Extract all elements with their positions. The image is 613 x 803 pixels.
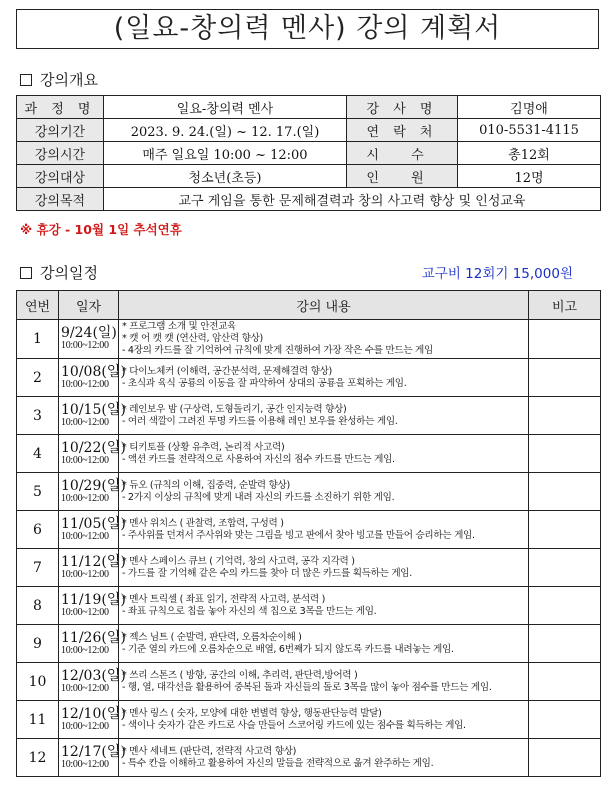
schedule-row bbox=[17, 587, 601, 625]
row-number: 8 bbox=[17, 587, 59, 625]
instructor-label: 강 사 명 bbox=[347, 96, 458, 119]
row-time: 10:00~12:00 bbox=[61, 568, 109, 580]
overview-row bbox=[17, 188, 601, 211]
content-line: * 듀오 (규칙의 이해, 집중력, 순발력 향상) bbox=[122, 479, 290, 491]
schedule-row bbox=[17, 397, 601, 435]
overview-row bbox=[17, 119, 601, 142]
course-value: 일요-창의력 멘사 bbox=[104, 96, 347, 119]
content-line: * 멘사 트릭셀 ( 좌표 읽기, 전략적 사고력, 분석력 ) bbox=[122, 593, 326, 605]
row-number: 1 bbox=[17, 320, 59, 359]
row-content bbox=[119, 359, 529, 397]
period-label: 강의기간 bbox=[17, 119, 104, 142]
header-remark: 비고 bbox=[529, 291, 601, 320]
row-time: 10:00~12:00 bbox=[61, 682, 109, 694]
schedule-row bbox=[17, 473, 601, 511]
row-remark bbox=[529, 701, 601, 739]
row-date-cell bbox=[59, 435, 126, 473]
row-date: 9/24(일) bbox=[61, 325, 117, 342]
schedule-header-row bbox=[17, 291, 601, 320]
content-line: * 다이노체커 (이해력, 공간분석력, 문제해결력 향상) bbox=[122, 365, 332, 377]
row-remark bbox=[529, 320, 601, 359]
content-line: - 행, 열, 대각선을 활용하여 중복된 돌과 자신들의 돌로 3목을 많이 놓아 점수를 만드는 게임. bbox=[122, 681, 492, 693]
capacity-value: 12명 bbox=[458, 165, 601, 188]
schedule-row bbox=[17, 625, 601, 663]
target-value: 청소년(초등) bbox=[104, 165, 347, 188]
row-date: 10/08(일) bbox=[61, 363, 126, 380]
row-date-cell bbox=[59, 511, 126, 549]
header-date: 일자 bbox=[59, 291, 119, 320]
course-label: 과 정 명 bbox=[17, 96, 104, 119]
purpose-value: 교구 게임을 통한 문제해결력과 창의 사고력 향상 및 인성교육 bbox=[104, 188, 601, 211]
schedule-row bbox=[17, 739, 601, 777]
content-line: - 가드를 잘 기억해 같은 수의 카드를 찾아 더 많은 카드를 획득하는 게임. bbox=[122, 567, 412, 579]
content-line: * 프로그램 소개 및 안전교육 bbox=[122, 321, 237, 332]
row-number: 9 bbox=[17, 625, 59, 663]
header-no: 연번 bbox=[17, 291, 59, 320]
row-number: 11 bbox=[17, 701, 59, 739]
content-line: - 초식과 육식 공룡의 이동을 잘 파악하여 상대의 공룡을 포획하는 게임. bbox=[122, 377, 407, 389]
checkbox-icon bbox=[20, 267, 32, 279]
row-content bbox=[119, 587, 529, 625]
row-content bbox=[119, 739, 529, 777]
content-line: * 멘사 위치스 ( 관찰력, 조합력, 구성력 ) bbox=[122, 517, 284, 529]
row-date: 10/22(일) bbox=[61, 439, 126, 456]
row-number: 2 bbox=[17, 359, 59, 397]
material-fee: 교구비 12회기 15,000원 bbox=[421, 266, 573, 282]
overview-row bbox=[17, 96, 601, 119]
instructor-value: 김명애 bbox=[458, 96, 601, 119]
content-line: * 젝스 님트 ( 순발력, 판단력, 오름차순이해 ) bbox=[122, 631, 302, 643]
time-label: 강의시간 bbox=[17, 142, 104, 165]
sessions-label: 시 수 bbox=[347, 142, 458, 165]
content-line: - 2가지 이상의 규칙에 맞게 내려 자신의 카드를 소진하기 위한 게임. bbox=[122, 491, 395, 503]
row-date-cell bbox=[59, 359, 126, 397]
overview-row bbox=[17, 165, 601, 188]
row-number: 4 bbox=[17, 435, 59, 473]
row-remark bbox=[529, 473, 601, 511]
schedule-row bbox=[17, 359, 601, 397]
checkbox-icon bbox=[20, 74, 32, 86]
row-number: 7 bbox=[17, 549, 59, 587]
row-number: 6 bbox=[17, 511, 59, 549]
row-time: 10:00~12:00 bbox=[61, 720, 109, 732]
row-remark bbox=[529, 435, 601, 473]
row-content bbox=[119, 511, 529, 549]
row-content bbox=[119, 663, 529, 701]
row-time: 10:00~12:00 bbox=[61, 492, 109, 504]
row-date-cell bbox=[59, 663, 126, 701]
schedule-row bbox=[17, 663, 601, 701]
row-remark bbox=[529, 587, 601, 625]
schedule-section-heading bbox=[20, 262, 98, 283]
row-date-cell bbox=[59, 397, 126, 435]
row-remark bbox=[529, 359, 601, 397]
content-line: - 주사위를 던져서 주사위와 맞는 그림을 빙고 판에서 찾아 빙고를 만들어 승리하는 게임. bbox=[122, 529, 475, 541]
row-time: 10:00~12:00 bbox=[61, 454, 109, 466]
overview-table bbox=[16, 95, 601, 211]
content-line: * 티키토플 (상황 유추력, 논리적 사고력) bbox=[122, 441, 285, 453]
capacity-label: 인 원 bbox=[347, 165, 458, 188]
target-label: 강의대상 bbox=[17, 165, 104, 188]
row-number: 3 bbox=[17, 397, 59, 435]
row-date-cell bbox=[59, 320, 119, 359]
purpose-label: 강의목적 bbox=[17, 188, 104, 211]
row-content bbox=[119, 625, 529, 663]
page-title: (일요-창의력 멘사) 강의 계획서 bbox=[16, 9, 599, 49]
row-date: 11/26(일) bbox=[61, 629, 126, 646]
row-number: 12 bbox=[17, 739, 59, 777]
row-date-cell bbox=[59, 625, 126, 663]
row-date: 12/10(일) bbox=[61, 705, 126, 722]
overview-section-heading bbox=[20, 69, 98, 90]
overview-heading-label: 강의개요 bbox=[40, 71, 98, 89]
row-content bbox=[119, 549, 529, 587]
schedule-row bbox=[17, 320, 601, 359]
row-remark bbox=[529, 625, 601, 663]
schedule-heading-label: 강의일정 bbox=[40, 264, 98, 282]
schedule-row bbox=[17, 549, 601, 587]
sessions-value: 총12회 bbox=[458, 142, 601, 165]
row-number: 10 bbox=[17, 663, 59, 701]
row-date-cell bbox=[59, 549, 126, 587]
holiday-note: ※ 휴강 - 10월 1일 추석연휴 bbox=[20, 222, 182, 237]
row-content bbox=[119, 473, 529, 511]
content-line: * 멘사 세네트 (판단력, 전략적 사고력 향상) bbox=[122, 745, 297, 757]
content-line: * 캣 어 캣 캣 (연산력, 암산력 향상) bbox=[122, 333, 263, 344]
row-content bbox=[119, 320, 529, 359]
row-date: 12/17(일) bbox=[61, 743, 126, 760]
row-remark bbox=[529, 739, 601, 777]
row-date-cell bbox=[59, 739, 126, 777]
contact-value: 010-5531-4115 bbox=[458, 119, 601, 142]
contact-label: 연 락 처 bbox=[347, 119, 458, 142]
content-line: * 멘사 스페이스 큐브 ( 기억력, 창의 사고력, 공각 지각력 ) bbox=[122, 555, 355, 567]
row-time: 10:00~12:00 bbox=[61, 606, 109, 618]
content-line: - 기준 열의 카드에 오름차순으로 배열, 6번째가 되지 않도록 카드를 내려놓는 게임. bbox=[122, 643, 454, 655]
row-remark bbox=[529, 397, 601, 435]
row-date-cell bbox=[59, 587, 126, 625]
content-line: - 4장의 카드를 잘 기억하여 규칙에 맞게 진행하여 가장 작은 수를 만드는 게임 bbox=[122, 345, 433, 356]
row-remark bbox=[529, 549, 601, 587]
row-number: 5 bbox=[17, 473, 59, 511]
row-time: 10:00~12:00 bbox=[61, 644, 109, 656]
row-date: 10/15(일) bbox=[61, 401, 126, 418]
row-time: 10:00~12:00 bbox=[61, 378, 109, 390]
header-content: 강의 내용 bbox=[119, 291, 529, 320]
content-line: - 여러 색깔이 그려진 투명 카드를 이용해 레인 보우를 완성하는 게임. bbox=[122, 415, 398, 427]
row-content bbox=[119, 701, 529, 739]
row-time: 10:00~12:00 bbox=[61, 758, 109, 770]
row-remark bbox=[529, 511, 601, 549]
row-date-cell bbox=[59, 701, 126, 739]
period-value: 2023. 9. 24.(일) ~ 12. 17.(일) bbox=[104, 119, 347, 142]
content-line: - 색이나 숫자가 같은 카드로 사슬 만들어 스코어링 카드에 있는 점수를 획득하는 게임. bbox=[122, 719, 466, 731]
row-time: 10:00~12:00 bbox=[61, 530, 109, 542]
schedule-table bbox=[16, 290, 601, 777]
schedule-row bbox=[17, 701, 601, 739]
row-date: 11/05(일) bbox=[61, 515, 126, 532]
content-line: - 특수 칸을 이해하고 활용하여 자신의 말들을 전략적으로 옮겨 완주하는 게임. bbox=[122, 757, 434, 769]
row-date: 11/19(일) bbox=[61, 591, 126, 608]
content-line: * 레인보우 밤 (구상력, 도형돌리기, 공간 인지능력 향상) bbox=[122, 403, 347, 415]
row-date: 10/29(일) bbox=[61, 477, 126, 494]
content-line: * 쓰리 스톤즈 ( 방향, 공간의 이해, 추리력, 판단력,방어력 ) bbox=[122, 669, 358, 681]
content-line: - 좌표 규칙으로 칩을 놓아 자신의 색 칩으로 3목을 만드는 게임. bbox=[122, 605, 377, 617]
row-date-cell bbox=[59, 473, 126, 511]
row-date: 12/03(일) bbox=[61, 667, 126, 684]
row-content bbox=[119, 435, 529, 473]
content-line: * 멘사 링스 ( 숫자, 모양에 대한 변별력 향상, 행동판단능력 발달) bbox=[122, 707, 382, 719]
schedule-row bbox=[17, 435, 601, 473]
row-remark bbox=[529, 663, 601, 701]
row-time: 10:00~12:00 bbox=[61, 340, 109, 352]
overview-row bbox=[17, 142, 601, 165]
row-date: 11/12(일) bbox=[61, 553, 126, 570]
content-line: - 액션 카드를 전략적으로 사용하여 자신의 점수 카드를 만드는 게임. bbox=[122, 453, 395, 465]
time-value: 매주 일요일 10:00 ~ 12:00 bbox=[104, 142, 347, 165]
row-time: 10:00~12:00 bbox=[61, 416, 109, 428]
row-content bbox=[119, 397, 529, 435]
schedule-row bbox=[17, 511, 601, 549]
